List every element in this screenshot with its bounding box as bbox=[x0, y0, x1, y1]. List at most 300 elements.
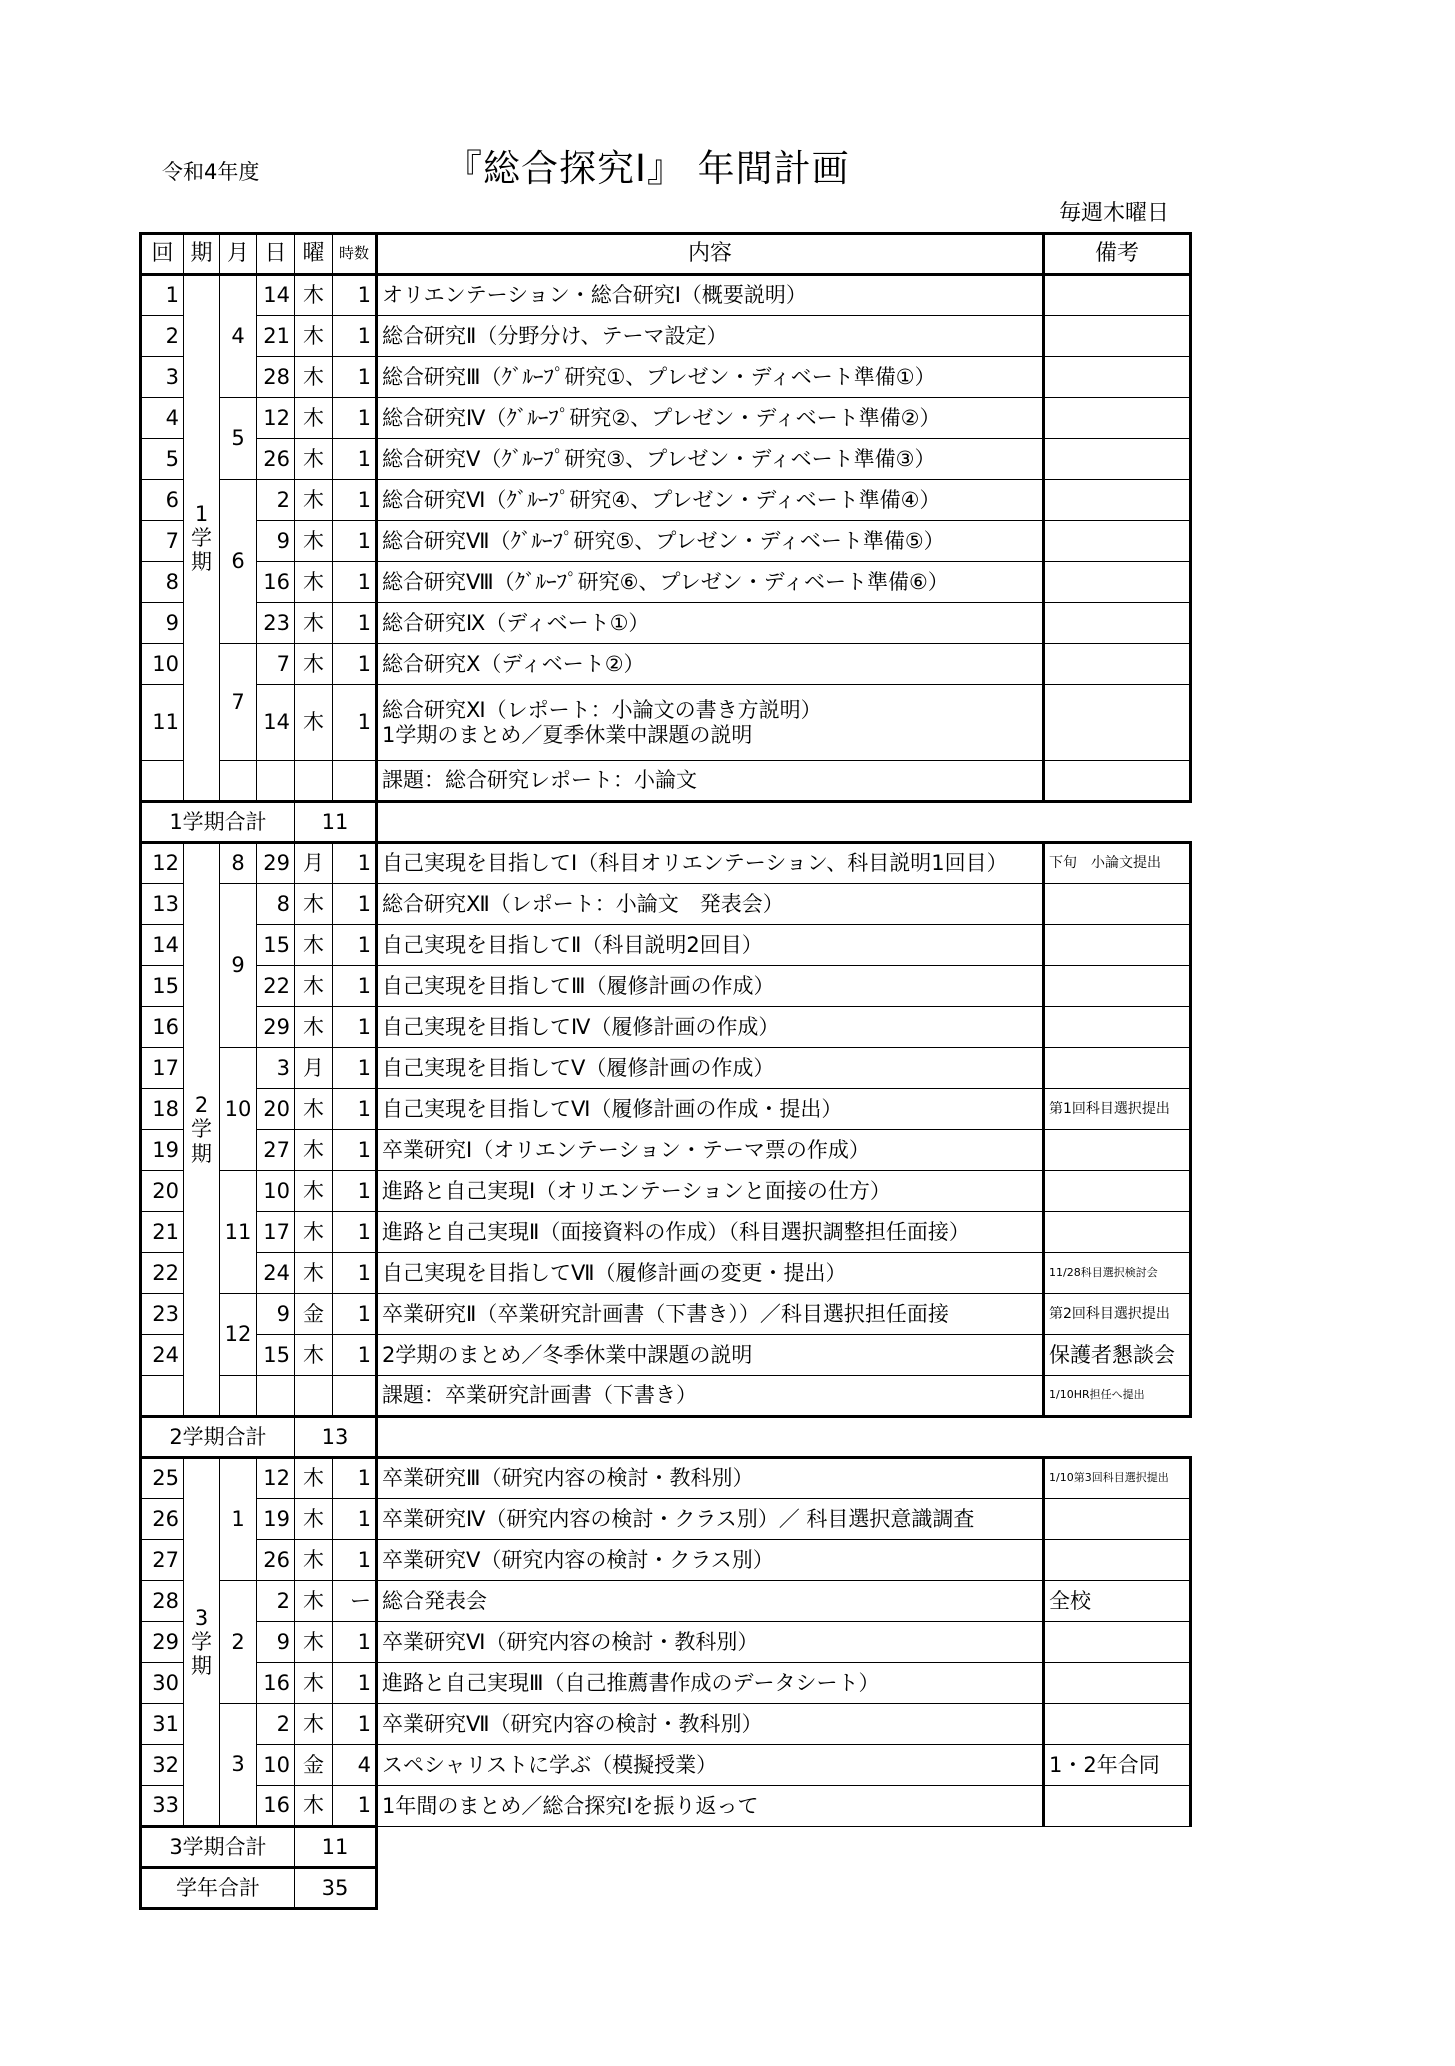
note-cell bbox=[1044, 761, 1191, 802]
content-cell bbox=[377, 275, 1044, 316]
row-number: 9 bbox=[141, 603, 184, 644]
day-cell: 16 bbox=[257, 1786, 295, 1827]
content-cell bbox=[377, 1458, 1044, 1499]
note-cell bbox=[1044, 1130, 1191, 1171]
note-cell bbox=[1044, 1663, 1191, 1704]
content-line: 総合研究Ⅳ（ｸﾞﾙｰﾌﾟ研究②、プレゼン・ディベート準備②） bbox=[382, 405, 941, 430]
table-row bbox=[141, 925, 1191, 966]
note-cell bbox=[1044, 398, 1191, 439]
weekday-cell: 木 bbox=[295, 1499, 333, 1540]
month-cell: 4 bbox=[220, 275, 257, 398]
weekday-cell: 木 bbox=[295, 1335, 333, 1376]
term-number: 3 bbox=[194, 1605, 209, 1630]
note-cell bbox=[1044, 480, 1191, 521]
hours-cell: 1 bbox=[333, 1540, 377, 1581]
content-line: 総合研究Ⅺ（レポート：小論文の書き方説明） bbox=[382, 698, 822, 723]
annual-plan-table bbox=[139, 232, 1192, 1910]
content-cell bbox=[377, 1540, 1044, 1581]
row-number: 13 bbox=[141, 884, 184, 925]
hours-cell bbox=[333, 761, 377, 802]
day-cell: 22 bbox=[257, 966, 295, 1007]
fiscal-year-label: 令和4年度 bbox=[162, 160, 260, 184]
note-cell bbox=[1044, 1048, 1191, 1089]
column-header-tsuki: 月 bbox=[220, 234, 257, 275]
table-row bbox=[141, 521, 1191, 562]
weekday-cell: 金 bbox=[295, 1294, 333, 1335]
hours-cell: 1 bbox=[333, 1294, 377, 1335]
weekday-cell: 金 bbox=[295, 1745, 333, 1786]
content-cell bbox=[377, 603, 1044, 644]
content-line: 卒業研究Ⅰ（オリエンテーション・テーマ票の作成） bbox=[382, 1137, 870, 1162]
day-cell: 20 bbox=[257, 1089, 295, 1130]
content-cell bbox=[377, 1089, 1044, 1130]
row-number: 23 bbox=[141, 1294, 184, 1335]
content-cell bbox=[377, 480, 1044, 521]
content-cell bbox=[377, 1499, 1044, 1540]
content-line: 総合研究Ⅸ（ディベート①） bbox=[382, 610, 650, 635]
hours-cell: 1 bbox=[333, 1622, 377, 1663]
content-line: 進路と自己実現Ⅲ（自己推薦書作成のデータシート） bbox=[382, 1670, 880, 1695]
month-cell: 12 bbox=[220, 1294, 257, 1376]
hours-cell: 1 bbox=[333, 1458, 377, 1499]
table-row bbox=[141, 316, 1191, 357]
day-cell: 10 bbox=[257, 1171, 295, 1212]
term-total-row bbox=[141, 1417, 1191, 1458]
hours-cell: 1 bbox=[333, 1253, 377, 1294]
term-total-row bbox=[141, 1827, 1191, 1868]
note-cell bbox=[1044, 1786, 1191, 1827]
note-cell bbox=[1044, 1540, 1191, 1581]
day-cell: 21 bbox=[257, 316, 295, 357]
hours-cell: 1 bbox=[333, 1089, 377, 1130]
row-number: 21 bbox=[141, 1212, 184, 1253]
column-header-yo: 曜 bbox=[295, 234, 333, 275]
table-row bbox=[141, 1007, 1191, 1048]
grand-total-row bbox=[141, 1868, 1191, 1909]
table-row bbox=[141, 1335, 1191, 1376]
blank-cell bbox=[377, 802, 1191, 843]
table-row bbox=[141, 1622, 1191, 1663]
month-cell: 9 bbox=[220, 884, 257, 1048]
note-cell bbox=[1044, 275, 1191, 316]
hours-cell: 1 bbox=[333, 1048, 377, 1089]
term-char: 学 bbox=[191, 1117, 212, 1142]
column-header-biko: 備考 bbox=[1044, 234, 1191, 275]
assignment-row bbox=[141, 1376, 1191, 1417]
weekday-cell: 木 bbox=[295, 1786, 333, 1827]
term-total-label: 3学期合計 bbox=[141, 1827, 295, 1868]
content-cell bbox=[377, 439, 1044, 480]
row-number: 18 bbox=[141, 1089, 184, 1130]
content-line: 総合研究Ⅵ（ｸﾞﾙｰﾌﾟ研究④、プレゼン・ディベート準備④） bbox=[382, 487, 941, 512]
content-cell bbox=[377, 357, 1044, 398]
day-cell: 9 bbox=[257, 1622, 295, 1663]
content-line: 総合研究Ⅴ（ｸﾞﾙｰﾌﾟ研究③、プレゼン・ディベート準備③） bbox=[382, 446, 936, 471]
note-cell bbox=[1044, 884, 1191, 925]
weekday-cell: 月 bbox=[295, 843, 333, 884]
content-cell bbox=[377, 1048, 1044, 1089]
content-cell bbox=[377, 1130, 1044, 1171]
month-cell: 11 bbox=[220, 1171, 257, 1294]
content-cell bbox=[377, 1786, 1044, 1827]
content-line: 1年間のまとめ／総合探究Ⅰを振り返って bbox=[382, 1793, 759, 1818]
content-line: 総合研究Ⅹ（ディベート②） bbox=[382, 651, 645, 676]
hours-cell: 1 bbox=[333, 1335, 377, 1376]
hours-cell: 1 bbox=[333, 439, 377, 480]
month-cell: 8 bbox=[220, 843, 257, 884]
content-line: 卒業研究Ⅵ（研究内容の検討・教科別） bbox=[382, 1629, 759, 1654]
assignment-row bbox=[141, 761, 1191, 802]
content-line: 2学期のまとめ／冬季休業中課題の説明 bbox=[382, 1342, 753, 1367]
term-char: 期 bbox=[191, 1141, 212, 1166]
content-line: 卒業研究Ⅴ（研究内容の検討・クラス別） bbox=[382, 1547, 774, 1572]
note-cell bbox=[1044, 966, 1191, 1007]
note-cell bbox=[1044, 1499, 1191, 1540]
content-cell bbox=[377, 1007, 1044, 1048]
day-cell: 12 bbox=[257, 398, 295, 439]
hours-cell: 1 bbox=[333, 884, 377, 925]
note-cell bbox=[1044, 357, 1191, 398]
weekday-cell: 木 bbox=[295, 439, 333, 480]
content-line: 総合研究Ⅱ（分野分け、テーマ設定） bbox=[382, 323, 728, 348]
day-cell: 26 bbox=[257, 439, 295, 480]
table-row bbox=[141, 357, 1191, 398]
table-row bbox=[141, 275, 1191, 316]
grand-total-label: 学年合計 bbox=[141, 1868, 295, 1909]
hours-cell bbox=[333, 1376, 377, 1417]
row-number: 15 bbox=[141, 966, 184, 1007]
content-cell bbox=[377, 1622, 1044, 1663]
column-header-ki: 期 bbox=[184, 234, 220, 275]
row-number: 19 bbox=[141, 1130, 184, 1171]
content-cell bbox=[377, 398, 1044, 439]
hours-cell: 1 bbox=[333, 603, 377, 644]
content-line: オリエンテーション・総合研究Ⅰ（概要説明） bbox=[382, 283, 807, 308]
weekday-cell: 木 bbox=[295, 521, 333, 562]
table-row bbox=[141, 603, 1191, 644]
day-cell: 15 bbox=[257, 925, 295, 966]
term-char: 学 bbox=[191, 1629, 212, 1654]
row-number: 31 bbox=[141, 1704, 184, 1745]
note-cell bbox=[1044, 1622, 1191, 1663]
term-label bbox=[184, 843, 220, 1417]
day-cell: 9 bbox=[257, 521, 295, 562]
row-number: 5 bbox=[141, 439, 184, 480]
table-row bbox=[141, 843, 1191, 884]
row-number: 32 bbox=[141, 1745, 184, 1786]
column-header-kai: 回 bbox=[141, 234, 184, 275]
content-cell bbox=[377, 884, 1044, 925]
weekday-cell: 木 bbox=[295, 1458, 333, 1499]
month-cell: 10 bbox=[220, 1048, 257, 1171]
table-row bbox=[141, 1745, 1191, 1786]
hours-cell: 1 bbox=[333, 843, 377, 884]
row-number: 14 bbox=[141, 925, 184, 966]
content-cell bbox=[377, 1171, 1044, 1212]
content-cell bbox=[377, 685, 1044, 761]
content-cell bbox=[377, 1294, 1044, 1335]
content-line: 進路と自己実現Ⅰ（オリエンテーションと面接の仕方） bbox=[382, 1178, 891, 1203]
content-cell bbox=[377, 843, 1044, 884]
weekday-cell bbox=[295, 1376, 333, 1417]
day-cell: 9 bbox=[257, 1294, 295, 1335]
weekday-note: 毎週木曜日 bbox=[1058, 201, 1169, 226]
blank-cell bbox=[377, 1417, 1191, 1458]
content-line: 卒業研究Ⅶ（研究内容の検討・教科別） bbox=[382, 1711, 763, 1736]
day-cell: 2 bbox=[257, 1581, 295, 1622]
day-cell bbox=[257, 1376, 295, 1417]
note-cell bbox=[1044, 562, 1191, 603]
hours-cell: ー bbox=[333, 1581, 377, 1622]
content-cell bbox=[377, 1335, 1044, 1376]
content-line: 卒業研究Ⅳ（研究内容の検討・クラス別）／ 科目選択意識調査 bbox=[382, 1506, 975, 1531]
note-cell: 第1回科目選択提出 bbox=[1044, 1089, 1191, 1130]
column-header-jisu: 時数 bbox=[333, 234, 377, 275]
term-total-value: 13 bbox=[295, 1417, 377, 1458]
table-row bbox=[141, 1294, 1191, 1335]
weekday-cell: 木 bbox=[295, 480, 333, 521]
day-cell: 16 bbox=[257, 562, 295, 603]
table-row bbox=[141, 884, 1191, 925]
hours-cell: 1 bbox=[333, 1499, 377, 1540]
hours-cell: 1 bbox=[333, 925, 377, 966]
weekday-cell: 木 bbox=[295, 1007, 333, 1048]
content-cell bbox=[377, 1745, 1044, 1786]
hours-cell: 1 bbox=[333, 316, 377, 357]
row-number: 33 bbox=[141, 1786, 184, 1827]
content-cell bbox=[377, 644, 1044, 685]
weekday-cell: 木 bbox=[295, 925, 333, 966]
table-row bbox=[141, 1663, 1191, 1704]
row-number: 3 bbox=[141, 357, 184, 398]
hours-cell: 1 bbox=[333, 1663, 377, 1704]
day-cell: 3 bbox=[257, 1048, 295, 1089]
day-cell: 26 bbox=[257, 1540, 295, 1581]
hours-cell: 1 bbox=[333, 521, 377, 562]
content-line: 卒業研究Ⅲ（研究内容の検討・教科別） bbox=[382, 1466, 754, 1491]
row-number: 28 bbox=[141, 1581, 184, 1622]
page-title: 『総合探究Ⅰ』 年間計画 bbox=[445, 147, 850, 190]
content-cell bbox=[377, 1212, 1044, 1253]
table-row bbox=[141, 685, 1191, 761]
blank-cell bbox=[377, 1827, 1191, 1868]
content-line: 総合研究Ⅲ（ｸﾞﾙｰﾌﾟ研究①、プレゼン・ディベート準備①） bbox=[382, 364, 936, 389]
row-number: 4 bbox=[141, 398, 184, 439]
table-row bbox=[141, 1499, 1191, 1540]
table-row bbox=[141, 1581, 1191, 1622]
content-line: 総合研究Ⅷ（ｸﾞﾙｰﾌﾟ研究⑥、プレゼン・ディベート準備⑥） bbox=[382, 569, 949, 594]
day-cell: 16 bbox=[257, 1663, 295, 1704]
content-line: 自己実現を目指してⅦ（履修計画の変更・提出） bbox=[382, 1260, 847, 1285]
table-row bbox=[141, 1786, 1191, 1827]
table-row bbox=[141, 1212, 1191, 1253]
note-cell bbox=[1044, 316, 1191, 357]
note-cell bbox=[1044, 1212, 1191, 1253]
content-cell bbox=[377, 521, 1044, 562]
note-cell bbox=[1044, 644, 1191, 685]
month-cell bbox=[220, 761, 257, 802]
hours-cell: 1 bbox=[333, 1171, 377, 1212]
table-row bbox=[141, 1704, 1191, 1745]
note-cell: 全校 bbox=[1044, 1581, 1191, 1622]
table-row bbox=[141, 1048, 1191, 1089]
content-line: 総合研究Ⅻ（レポート：小論文 発表会） bbox=[382, 891, 784, 916]
note-cell: 第2回科目選択提出 bbox=[1044, 1294, 1191, 1335]
hours-cell: 1 bbox=[333, 966, 377, 1007]
month-cell: 6 bbox=[220, 480, 257, 644]
weekday-cell: 木 bbox=[295, 1253, 333, 1294]
hours-cell: 1 bbox=[333, 275, 377, 316]
row-number: 10 bbox=[141, 644, 184, 685]
day-cell: 2 bbox=[257, 480, 295, 521]
row-number: 26 bbox=[141, 1499, 184, 1540]
content-line: 自己実現を目指してⅡ（科目説明2回目） bbox=[382, 932, 763, 957]
column-header-hi: 日 bbox=[257, 234, 295, 275]
hours-cell: 1 bbox=[333, 562, 377, 603]
assignment-cell: 課題：卒業研究計画書（下書き） bbox=[377, 1376, 1044, 1417]
hours-cell: 1 bbox=[333, 357, 377, 398]
table-row bbox=[141, 1458, 1191, 1499]
day-cell: 24 bbox=[257, 1253, 295, 1294]
hours-cell: 1 bbox=[333, 480, 377, 521]
table-row bbox=[141, 1130, 1191, 1171]
term-total-label: 2学期合計 bbox=[141, 1417, 295, 1458]
weekday-cell: 木 bbox=[295, 316, 333, 357]
day-cell bbox=[257, 761, 295, 802]
content-line: 自己実現を目指してⅣ（履修計画の作成） bbox=[382, 1014, 780, 1039]
note-cell bbox=[1044, 521, 1191, 562]
day-cell: 28 bbox=[257, 357, 295, 398]
note-cell bbox=[1044, 603, 1191, 644]
hours-cell: 1 bbox=[333, 1704, 377, 1745]
note-cell: 保護者懇談会 bbox=[1044, 1335, 1191, 1376]
weekday-cell: 木 bbox=[295, 398, 333, 439]
content-cell bbox=[377, 316, 1044, 357]
table-row bbox=[141, 1089, 1191, 1130]
weekday-cell: 木 bbox=[295, 1540, 333, 1581]
weekday-cell: 木 bbox=[295, 1212, 333, 1253]
content-line: 1学期のまとめ／夏季休業中課題の説明 bbox=[382, 722, 753, 747]
note-cell: 1/10第3回科目選択提出 bbox=[1044, 1458, 1191, 1499]
weekday-cell: 木 bbox=[295, 644, 333, 685]
month-cell: 3 bbox=[220, 1704, 257, 1827]
row-number: 16 bbox=[141, 1007, 184, 1048]
weekday-cell: 木 bbox=[295, 685, 333, 761]
row-number: 8 bbox=[141, 562, 184, 603]
weekday-cell: 木 bbox=[295, 275, 333, 316]
day-cell: 17 bbox=[257, 1212, 295, 1253]
row-number: 2 bbox=[141, 316, 184, 357]
hours-cell: 1 bbox=[333, 1212, 377, 1253]
term-total-label: 1学期合計 bbox=[141, 802, 295, 843]
weekday-cell: 木 bbox=[295, 966, 333, 1007]
row-number: 17 bbox=[141, 1048, 184, 1089]
weekday-cell: 木 bbox=[295, 357, 333, 398]
day-cell: 29 bbox=[257, 843, 295, 884]
weekday-cell: 木 bbox=[295, 1581, 333, 1622]
term-char: 期 bbox=[191, 1654, 212, 1679]
note-cell bbox=[1044, 925, 1191, 966]
term-number: 2 bbox=[194, 1093, 209, 1118]
day-cell: 14 bbox=[257, 685, 295, 761]
table-row bbox=[141, 562, 1191, 603]
row-number: 30 bbox=[141, 1663, 184, 1704]
day-cell: 27 bbox=[257, 1130, 295, 1171]
month-cell: 2 bbox=[220, 1581, 257, 1704]
content-line: スペシャリストに学ぶ（模擬授業） bbox=[382, 1752, 718, 1777]
day-cell: 2 bbox=[257, 1704, 295, 1745]
content-line: 自己実現を目指してⅤ（履修計画の作成） bbox=[382, 1055, 775, 1080]
term-total-row bbox=[141, 802, 1191, 843]
day-cell: 7 bbox=[257, 644, 295, 685]
weekday-cell: 木 bbox=[295, 1130, 333, 1171]
hours-cell: 4 bbox=[333, 1745, 377, 1786]
day-cell: 8 bbox=[257, 884, 295, 925]
table-row bbox=[141, 439, 1191, 480]
month-cell: 1 bbox=[220, 1458, 257, 1581]
row-number bbox=[141, 761, 184, 802]
hours-cell: 1 bbox=[333, 398, 377, 439]
day-cell: 19 bbox=[257, 1499, 295, 1540]
content-line: 進路と自己実現Ⅱ（面接資料の作成）（科目選択調整担任面接） bbox=[382, 1219, 970, 1244]
content-cell bbox=[377, 966, 1044, 1007]
row-number: 22 bbox=[141, 1253, 184, 1294]
row-number: 6 bbox=[141, 480, 184, 521]
month-cell bbox=[220, 1376, 257, 1417]
table-row bbox=[141, 644, 1191, 685]
term-char: 期 bbox=[191, 550, 212, 575]
table-row bbox=[141, 1171, 1191, 1212]
weekday-cell: 木 bbox=[295, 1663, 333, 1704]
hours-cell: 1 bbox=[333, 644, 377, 685]
content-line: 総合発表会 bbox=[382, 1588, 487, 1613]
weekday-cell: 木 bbox=[295, 562, 333, 603]
day-cell: 12 bbox=[257, 1458, 295, 1499]
table-row bbox=[141, 480, 1191, 521]
weekday-cell: 木 bbox=[295, 884, 333, 925]
table-row bbox=[141, 398, 1191, 439]
hours-cell: 1 bbox=[333, 1130, 377, 1171]
row-number: 1 bbox=[141, 275, 184, 316]
note-cell bbox=[1044, 1007, 1191, 1048]
month-cell: 7 bbox=[220, 644, 257, 761]
day-cell: 23 bbox=[257, 603, 295, 644]
term-char: 学 bbox=[191, 525, 212, 550]
table-row bbox=[141, 1253, 1191, 1294]
content-line: 自己実現を目指してⅠ（科目オリエンテーション、科目説明1回目） bbox=[382, 851, 1008, 876]
day-cell: 10 bbox=[257, 1745, 295, 1786]
term-label bbox=[184, 1458, 220, 1827]
content-line: 自己実現を目指してⅢ（履修計画の作成） bbox=[382, 973, 775, 998]
weekday-cell: 木 bbox=[295, 1704, 333, 1745]
weekday-cell: 月 bbox=[295, 1048, 333, 1089]
content-cell bbox=[377, 1663, 1044, 1704]
row-number: 27 bbox=[141, 1540, 184, 1581]
note-cell: 1・2年合同 bbox=[1044, 1745, 1191, 1786]
note-cell bbox=[1044, 1171, 1191, 1212]
note-cell bbox=[1044, 1704, 1191, 1745]
note-cell: 1/10HR担任へ提出 bbox=[1044, 1376, 1191, 1417]
day-cell: 14 bbox=[257, 275, 295, 316]
blank-cell bbox=[377, 1868, 1191, 1909]
column-header-naiyo: 内容 bbox=[377, 234, 1044, 275]
weekday-cell: 木 bbox=[295, 603, 333, 644]
note-cell bbox=[1044, 685, 1191, 761]
row-number: 11 bbox=[141, 685, 184, 761]
term-label bbox=[184, 275, 220, 802]
grand-total-value: 35 bbox=[295, 1868, 377, 1909]
table-row bbox=[141, 966, 1191, 1007]
